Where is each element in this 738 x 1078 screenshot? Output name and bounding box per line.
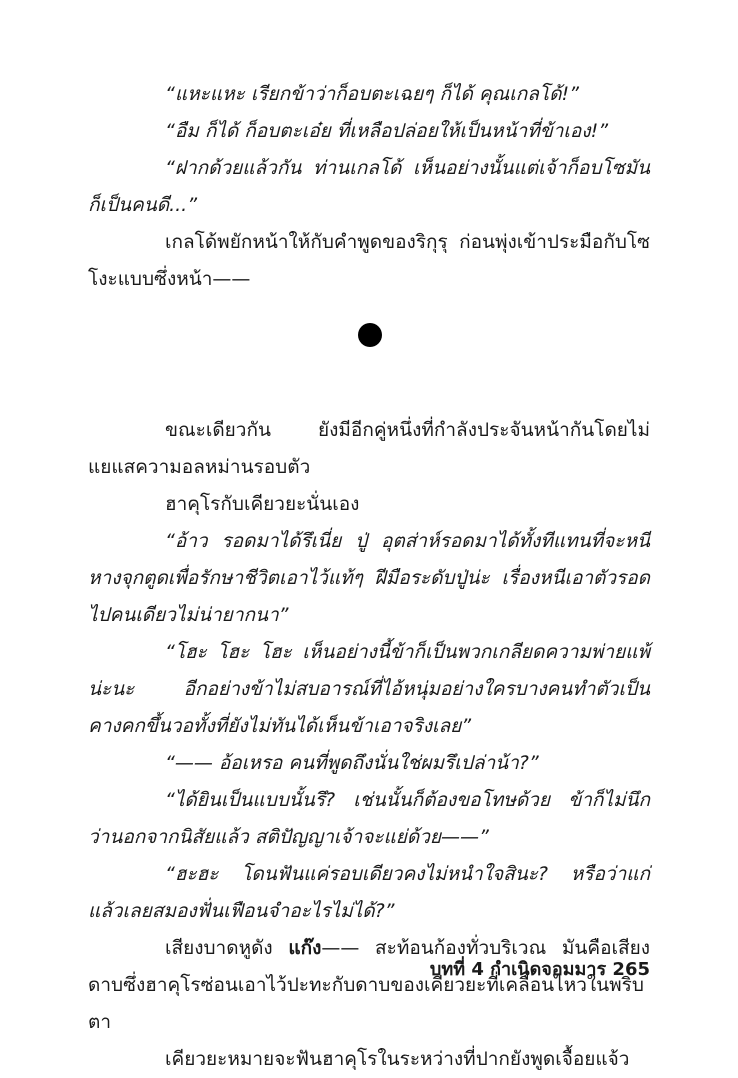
scene-break-dot-icon [358, 323, 382, 347]
dialogue-paragraph: “ได้ยินเป็นแบบนั้นรึ? เช่นนั้นก็ต้องขอโทษด้วย ข้าก็ไม่นึกว่านอกจากนิสัยแล้ว สติปัญญาเจ้าจะแย่ด้วย——” [88, 789, 650, 848]
dialogue-paragraph: “—— อ้อเหรอ คนที่พูดถึงนั่นใช่ผมรึเปล่าน้า?” [165, 752, 539, 774]
dialogue-paragraph: “โฮะ โฮะ โฮะ เห็นอย่างนี้ข้าก็เป็นพวกเกลียดความพ่ายแพ้น่ะนะ อีกอย่างข้าไม่สบอารณ์ที่ไอ้หนุ่มอย่างใครบางคนทำตัวเป็นคางคกขึ้นวอทั้งที่ยังไม่ทันได้เห็นข้าเอาจริงเลย” [88, 641, 650, 737]
sound-paragraph [88, 930, 650, 1041]
dialogue-paragraph: “อืม ก็ได้ ก็อบตะเอ๋ย ที่เหลือปล่อยให้เป็นหน้าที่ข้าเอง!” [165, 120, 609, 142]
dialogue-paragraph: “อ้าว รอดมาได้รึเนี่ย ปู่ อุตส่าห์รอดมาได้ทั้งทีแทนที่จะหนีหางจุกตูดเพื่อรักษาชีวิตเอาไว้แท้ๆ ฝีมือระดับปู่น่ะ เรื่องหนีเอาตัวรอดไปคนเดียวไม่น่ายากนา” [88, 530, 650, 626]
page-body [88, 76, 650, 1078]
sound-text-after: —— สะท้อนก้องทั่วบริเวณ มันคือเสียงดาบซึ่งฮาคุโรซ่อนเอาไว้ปะทะกับดาบของเคียวยะที่เคลื่อนไหวในพริบตา [88, 937, 650, 1033]
scene-break [88, 298, 650, 412]
sound-text-before: เสียงบาดหูดัง [165, 937, 289, 959]
page-footer: บทที่ 4 กำเนิดจอมมาร 265 [429, 959, 650, 980]
narration-paragraph: ขณะเดียวกัน ยังมีอีกคู่หนึ่งที่กำลังประจันหน้ากันโดยไม่แยแสความอลหม่านรอบตัว [88, 419, 650, 478]
narration-paragraph: ฮาคุโรกับเคียวยะนั่นเอง [165, 493, 360, 515]
dialogue-paragraph: “แหะแหะ เรียกข้าว่าก็อบตะเฉยๆ ก็ได้ คุณเกลโด้!” [165, 83, 579, 105]
dialogue-paragraph: “ฝากด้วยแล้วกัน ท่านเกลโด้ เห็นอย่างนั้นแต่เจ้าก็อบโซมันก็เป็นคนดี...” [88, 157, 650, 216]
dialogue-paragraph: “ฮะฮะ โดนฟันแค่รอบเดียวคงไม่หนำใจสินะ? หรือว่าแก่แล้วเลยสมองฟั่นเฟือนจำอะไรไม่ได้?” [88, 863, 650, 922]
sound-effect: แก๊ง [288, 937, 322, 959]
narration-paragraph: เกลโด้พยักหน้าให้กับคำพูดของริกุรุ ก่อนพุ่งเข้าประมือกับโซโงะแบบซึ่งหน้า—— [88, 231, 650, 290]
narration-paragraph: เคียวยะหมายจะฟันฮาคุโรในระหว่างที่ปากยังพูดเจื้อยแจ้ว [165, 1048, 630, 1070]
